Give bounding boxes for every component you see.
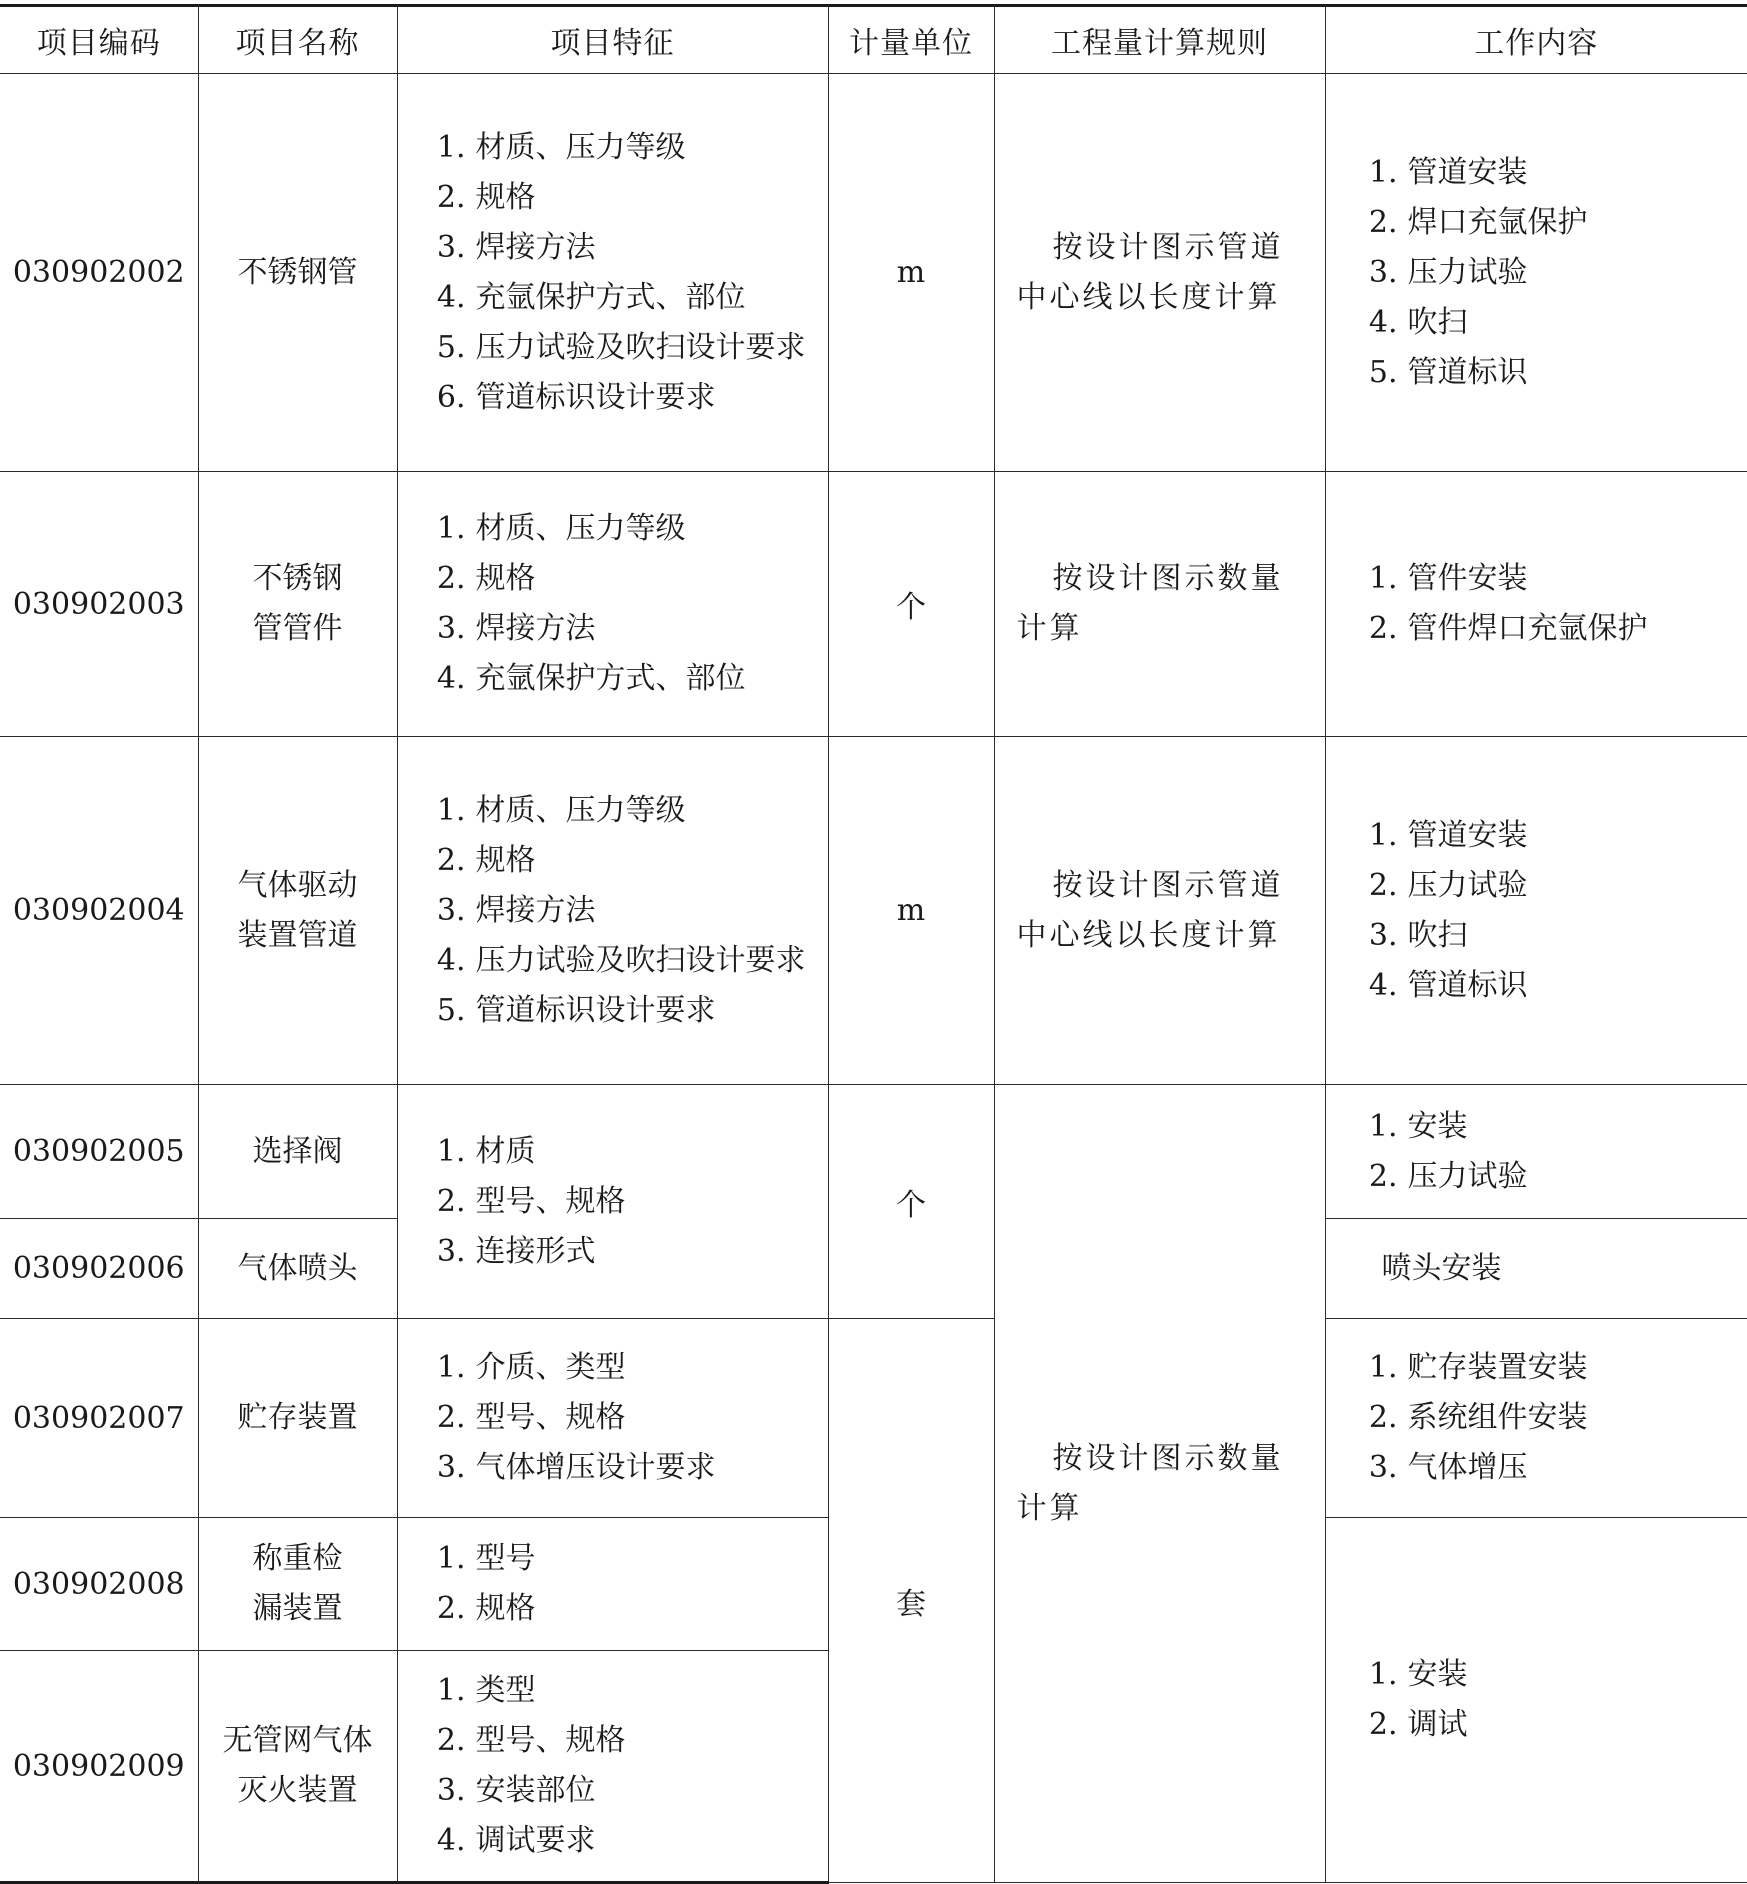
header-code: 项目编码 <box>0 6 198 74</box>
item-features <box>397 1518 828 1651</box>
item-unit: 个 <box>828 1085 994 1319</box>
table-row <box>0 1085 1747 1219</box>
item-name-line: 气体喷头 <box>199 1244 397 1294</box>
item-features <box>397 1319 828 1518</box>
item-code: 030902002 <box>0 74 198 472</box>
work-item: 3. 气体增压 <box>1360 1443 1738 1493</box>
item-rule: 按设计图示数量计算 <box>994 472 1325 737</box>
item-rule: 按设计图示管道中心线以长度计算 <box>994 74 1325 472</box>
item-name-line: 贮存装置 <box>199 1393 397 1443</box>
item-name-line: 称重检 <box>199 1534 397 1584</box>
feature-item: 3. 焊接方法 <box>422 223 808 273</box>
work-plain: 喷头安装 <box>1326 1244 1747 1294</box>
item-unit: m <box>828 74 994 472</box>
header-work: 工作内容 <box>1325 6 1747 74</box>
feature-item: 2. 型号、规格 <box>422 1716 808 1766</box>
item-name <box>198 472 397 737</box>
work-item: 5. 管道标识 <box>1360 348 1738 398</box>
work-item: 2. 管件焊口充氩保护 <box>1360 604 1738 654</box>
work-item: 1. 贮存装置安装 <box>1360 1343 1738 1393</box>
feature-item: 2. 规格 <box>422 173 808 223</box>
item-unit: m <box>828 737 994 1085</box>
work-item: 4. 管道标识 <box>1360 961 1738 1011</box>
work-item: 1. 管道安装 <box>1360 148 1738 198</box>
item-code: 030902004 <box>0 737 198 1085</box>
item-work <box>1325 74 1747 472</box>
item-work <box>1325 472 1747 737</box>
item-rule: 按设计图示管道中心线以长度计算 <box>994 737 1325 1085</box>
item-name-line: 管管件 <box>199 604 397 654</box>
item-name <box>198 1319 397 1518</box>
feature-item: 4. 压力试验及吹扫设计要求 <box>422 936 808 986</box>
item-name <box>198 1219 397 1319</box>
header-features: 项目特征 <box>397 6 828 74</box>
feature-item: 3. 焊接方法 <box>422 886 808 936</box>
item-code: 030902005 <box>0 1085 198 1219</box>
item-name <box>198 1651 397 1883</box>
item-features <box>397 1651 828 1883</box>
item-name-line: 气体驱动 <box>199 861 397 911</box>
item-unit: 个 <box>828 472 994 737</box>
bill-of-quantities-table <box>0 4 1747 1884</box>
work-item: 4. 吹扫 <box>1360 298 1738 348</box>
feature-item: 1. 介质、类型 <box>422 1343 808 1393</box>
feature-item: 1. 型号 <box>422 1534 808 1584</box>
work-item: 2. 系统组件安装 <box>1360 1393 1738 1443</box>
feature-item: 5. 管道标识设计要求 <box>422 986 808 1036</box>
work-item: 1. 管道安装 <box>1360 811 1738 861</box>
item-features <box>397 1085 828 1319</box>
feature-item: 1. 材质、压力等级 <box>422 504 808 554</box>
work-item: 2. 压力试验 <box>1360 861 1738 911</box>
work-item: 3. 吹扫 <box>1360 911 1738 961</box>
table-row <box>0 74 1747 472</box>
feature-item: 1. 类型 <box>422 1666 808 1716</box>
table-row <box>0 472 1747 737</box>
feature-item: 5. 压力试验及吹扫设计要求 <box>422 323 808 373</box>
item-features <box>397 74 828 472</box>
feature-item: 1. 材质 <box>422 1127 808 1177</box>
item-rule: 按设计图示数量计算 <box>994 1085 1325 1883</box>
header-unit: 计量单位 <box>828 6 994 74</box>
item-name-line: 灭火装置 <box>199 1766 397 1816</box>
feature-item: 3. 安装部位 <box>422 1766 808 1816</box>
item-name-line: 装置管道 <box>199 911 397 961</box>
feature-item: 6. 管道标识设计要求 <box>422 373 808 423</box>
feature-item: 2. 规格 <box>422 836 808 886</box>
work-item: 1. 安装 <box>1360 1102 1738 1152</box>
item-code: 030902008 <box>0 1518 198 1651</box>
feature-item: 4. 充氩保护方式、部位 <box>422 273 808 323</box>
feature-item: 4. 调试要求 <box>422 1816 808 1866</box>
feature-item: 2. 型号、规格 <box>422 1393 808 1443</box>
feature-item: 2. 规格 <box>422 554 808 604</box>
feature-item: 3. 气体增压设计要求 <box>422 1443 808 1493</box>
work-item: 2. 压力试验 <box>1360 1152 1738 1202</box>
item-name-line: 不锈钢 <box>199 554 397 604</box>
item-code: 030902006 <box>0 1219 198 1319</box>
item-name-line: 选择阀 <box>199 1127 397 1177</box>
header-row <box>0 6 1747 74</box>
item-code: 030902007 <box>0 1319 198 1518</box>
item-name <box>198 1518 397 1651</box>
feature-item: 3. 焊接方法 <box>422 604 808 654</box>
item-work <box>1325 1319 1747 1518</box>
feature-item: 2. 型号、规格 <box>422 1177 808 1227</box>
item-work <box>1325 1085 1747 1219</box>
table-row <box>0 737 1747 1085</box>
feature-item: 3. 连接形式 <box>422 1227 808 1277</box>
item-name <box>198 74 397 472</box>
item-name-line: 无管网气体 <box>199 1716 397 1766</box>
item-work <box>1325 737 1747 1085</box>
feature-item: 2. 规格 <box>422 1584 808 1634</box>
item-unit: 套 <box>828 1319 994 1883</box>
header-rule: 工程量计算规则 <box>994 6 1325 74</box>
feature-item: 4. 充氩保护方式、部位 <box>422 654 808 704</box>
work-item: 2. 焊口充氩保护 <box>1360 198 1738 248</box>
item-code: 030902009 <box>0 1651 198 1883</box>
item-name <box>198 737 397 1085</box>
item-name-line: 漏装置 <box>199 1584 397 1634</box>
item-code: 030902003 <box>0 472 198 737</box>
item-work <box>1325 1518 1747 1883</box>
work-item: 1. 管件安装 <box>1360 554 1738 604</box>
feature-item: 1. 材质、压力等级 <box>422 123 808 173</box>
item-features <box>397 737 828 1085</box>
item-work <box>1325 1219 1747 1319</box>
table-row <box>0 1319 1747 1518</box>
work-item: 2. 调试 <box>1360 1700 1738 1750</box>
feature-item: 1. 材质、压力等级 <box>422 786 808 836</box>
item-features <box>397 472 828 737</box>
item-name-line: 不锈钢管 <box>199 248 397 298</box>
work-item: 3. 压力试验 <box>1360 248 1738 298</box>
work-item: 1. 安装 <box>1360 1650 1738 1700</box>
item-name <box>198 1085 397 1219</box>
header-name: 项目名称 <box>198 6 397 74</box>
